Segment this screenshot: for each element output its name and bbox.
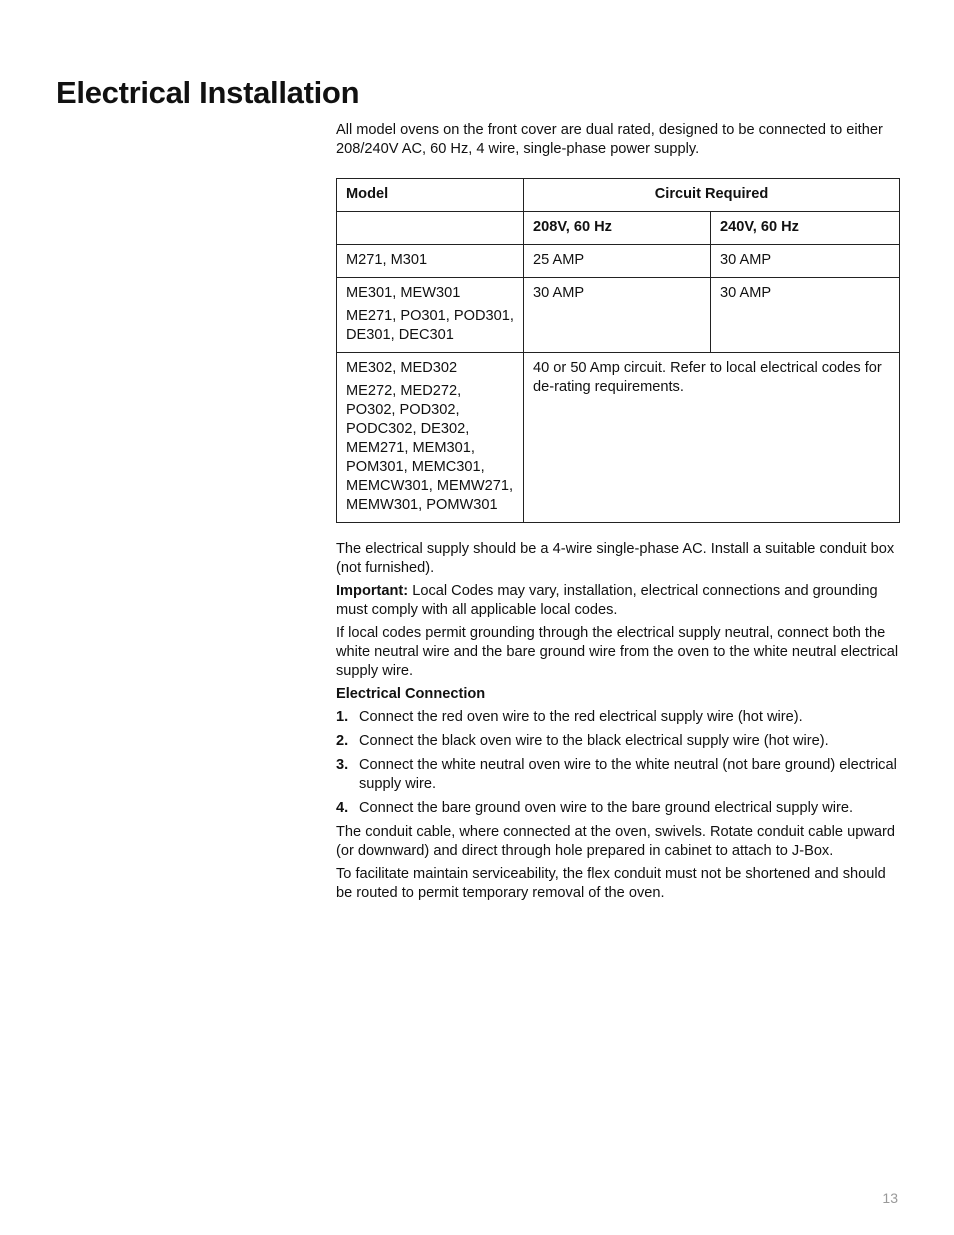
step-number: 1.	[336, 709, 349, 725]
value-240-cell: 30 AMP	[711, 278, 900, 353]
page-title: Electrical Installation	[56, 75, 360, 110]
main-content	[336, 121, 899, 907]
step-number: 4.	[336, 800, 349, 816]
step-text: Connect the bare ground oven wire to the bare ground electrical supply wire.	[359, 800, 854, 816]
serviceability-paragraph: To facilitate maintain serviceability, the flex conduit must not be shortened and should be routed to permit temporary removal of the oven.	[336, 866, 886, 901]
important-label: Important:	[336, 583, 409, 599]
step-text: Connect the white neutral oven wire to the white neutral (not bare ground) electrical supply wire.	[359, 757, 897, 792]
model-line: M271, M301	[346, 252, 428, 268]
table-row	[337, 245, 900, 278]
table-header-row	[337, 179, 900, 212]
list-item	[336, 732, 899, 751]
header-circuit-required: Circuit Required	[524, 179, 900, 212]
header-empty	[337, 212, 524, 245]
important-paragraph	[336, 582, 899, 620]
important-text: Local Codes may vary, installation, electrical connections and grounding must comply with all applicable local codes.	[336, 583, 878, 618]
table-row	[337, 353, 900, 523]
step-number: 2.	[336, 733, 349, 749]
model-line: ME271, PO301, POD301, DE301, DEC301	[346, 308, 514, 343]
header-model: Model	[337, 179, 524, 212]
step-number: 3.	[336, 757, 349, 773]
model-cell	[337, 278, 524, 353]
grounding-paragraph: If local codes permit grounding through the electrical supply neutral, connect both the white neutral wire and the bare ground wire from the oven to the white neutral electrical supply wire.	[336, 625, 899, 679]
list-item	[336, 708, 899, 727]
supply-paragraph: The electrical supply should be a 4-wire single-phase AC. Install a suitable conduit box (not furnished).	[336, 541, 895, 576]
combined-circuit-cell: 40 or 50 Amp circuit. Refer to local electrical codes for de-rating requirements.	[524, 353, 900, 523]
connection-steps	[336, 708, 899, 818]
table-row	[337, 278, 900, 353]
header-240v: 240V, 60 Hz	[711, 212, 900, 245]
value-208-cell: 30 AMP	[524, 278, 711, 353]
step-text: Connect the black oven wire to the black electrical supply wire (hot wire).	[359, 733, 829, 749]
list-item	[336, 799, 899, 818]
list-item	[336, 756, 899, 794]
model-cell	[337, 245, 524, 278]
intro-paragraph: All model ovens on the front cover are dual rated, designed to be connected to either 208/240V AC, 60 Hz, 4 wire, single-phase power supply.	[336, 122, 883, 157]
electrical-connection-heading: Electrical Connection	[336, 686, 486, 702]
model-line: ME301, MEW301	[346, 285, 461, 301]
conduit-paragraph: The conduit cable, where connected at the oven, swivels. Rotate conduit cable upward (or downward) and direct through hole prepared in cabinet to attach to J-Box.	[336, 824, 895, 859]
model-cell	[337, 353, 524, 523]
model-line: ME272, MED272, PO302, POD302, PODC302, DE302, MEM271, MEM301, POM301, MEMC301, MEMCW301, MEMW271, MEMW301, POMW301	[346, 383, 514, 513]
header-208v: 208V, 60 Hz	[524, 212, 711, 245]
table-subheader-row	[337, 212, 900, 245]
step-text: Connect the red oven wire to the red electrical supply wire (hot wire).	[359, 709, 803, 725]
circuit-requirements-table	[336, 178, 900, 523]
value-208-cell: 25 AMP	[524, 245, 711, 278]
value-240-cell: 30 AMP	[711, 245, 900, 278]
model-line: ME302, MED302	[346, 360, 458, 376]
page-number: 13	[882, 1190, 898, 1206]
